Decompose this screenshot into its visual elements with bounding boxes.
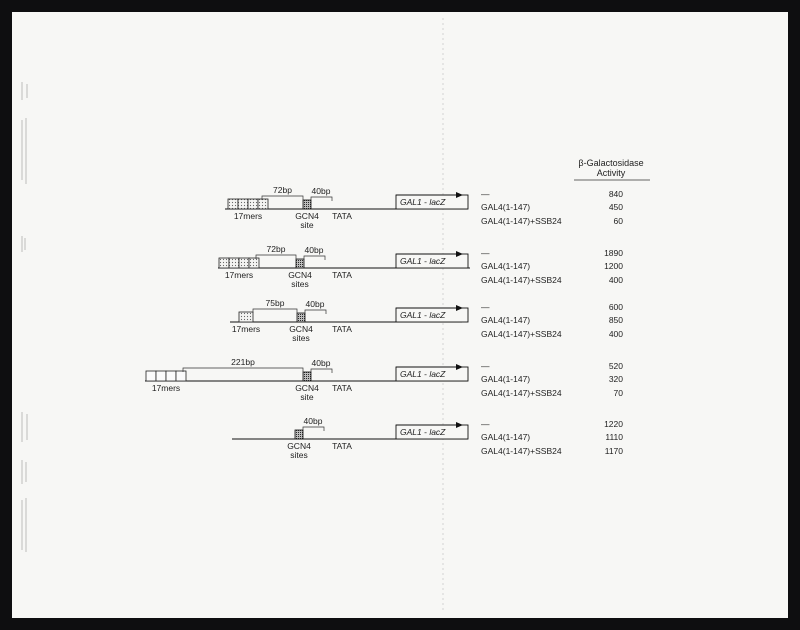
construct-4 — [145, 357, 623, 402]
gcn4-label: GCN4 — [288, 270, 312, 280]
tata-label: TATA — [332, 441, 352, 451]
condition-label: — — [481, 302, 490, 312]
condition-label: GAL4(1-147)+SSB24 — [481, 216, 562, 226]
spacing-bracket — [253, 309, 297, 313]
reporter-label: GAL1 - lacZ — [400, 310, 446, 320]
condition-label: GAL4(1-147) — [481, 261, 531, 271]
tata-label: TATA — [332, 324, 352, 334]
construct-list — [145, 185, 623, 460]
condition-label: — — [481, 248, 490, 258]
spacing-label: 72bp — [266, 244, 286, 254]
mer17-box — [156, 371, 166, 381]
activity-value: 400 — [608, 329, 623, 339]
activity-value: 320 — [608, 374, 623, 384]
condition-label: — — [481, 189, 490, 199]
condition-label: GAL4(1-147)+SSB24 — [481, 446, 562, 456]
upstream-label: 17mers — [233, 211, 263, 221]
spacing-label: 221bp — [231, 357, 255, 367]
reporter-label: GAL1 - lacZ — [400, 369, 446, 379]
activity-value: 1170 — [604, 446, 623, 456]
gcn4-box — [303, 200, 311, 209]
activity-value: 60 — [613, 216, 623, 226]
activity-value: 520 — [608, 361, 623, 371]
activity-value: 600 — [608, 302, 623, 312]
mer17-box — [219, 258, 229, 268]
tata-label: TATA — [332, 211, 352, 221]
margin-marks — [22, 82, 27, 552]
spacing-label: 75bp — [265, 298, 285, 308]
construct-5 — [232, 416, 623, 460]
gcn4-box — [296, 259, 304, 268]
header-subtitle: Activity — [596, 168, 626, 178]
gcn4-sublabel: sites — [291, 279, 309, 289]
mer17-box — [176, 371, 186, 381]
reporter-label: GAL1 - lacZ — [400, 427, 446, 437]
label-40bp: 40bp — [311, 186, 331, 196]
condition-label: GAL4(1-147) — [481, 315, 531, 325]
activity-value: 1890 — [604, 248, 623, 258]
gcn4-box — [297, 313, 305, 322]
gcn4-sublabel: sites — [290, 450, 308, 460]
mer17-box — [229, 258, 239, 268]
bracket-40bp — [303, 427, 324, 431]
gcn4-sublabel: site — [300, 392, 314, 402]
spacing-bracket — [183, 368, 303, 372]
activity-header — [574, 158, 650, 180]
gcn4-box — [295, 430, 303, 439]
mer17-box — [239, 258, 249, 268]
mer17-box — [258, 199, 268, 209]
construct-2 — [218, 244, 623, 289]
label-40bp: 40bp — [303, 416, 323, 426]
activity-value: 1200 — [604, 261, 623, 271]
construct-1 — [225, 185, 623, 230]
activity-value: 840 — [608, 189, 623, 199]
bracket-40bp — [304, 256, 325, 260]
mer17-box — [146, 371, 156, 381]
reporter-label: GAL1 - lacZ — [400, 256, 446, 266]
condition-label: — — [481, 361, 490, 371]
condition-label: GAL4(1-147) — [481, 432, 531, 442]
label-40bp: 40bp — [311, 358, 331, 368]
tata-label: TATA — [332, 270, 352, 280]
mer17-box — [166, 371, 176, 381]
construct-3 — [230, 298, 623, 343]
condition-label: GAL4(1-147)+SSB24 — [481, 275, 562, 285]
label-40bp: 40bp — [304, 245, 324, 255]
mer17-box — [238, 199, 248, 209]
upstream-label: 17mers — [151, 383, 181, 393]
condition-label: GAL4(1-147)+SSB24 — [481, 329, 562, 339]
condition-label: GAL4(1-147)+SSB24 — [481, 388, 562, 398]
condition-label: GAL4(1-147) — [481, 374, 531, 384]
label-40bp: 40bp — [305, 299, 325, 309]
bracket-40bp — [311, 369, 332, 373]
spacing-label: 72bp — [273, 185, 292, 195]
spacing-bracket — [256, 255, 296, 259]
mer17-box — [249, 258, 259, 268]
activity-value: 450 — [608, 202, 623, 212]
gcn4-label: GCN4 — [287, 441, 311, 451]
gcn4-label: GCN4 — [289, 324, 313, 334]
mer17-box — [248, 199, 258, 209]
gcn4-label: GCN4 — [295, 383, 319, 393]
tata-label: TATA — [332, 383, 352, 393]
condition-label: GAL4(1-147) — [481, 202, 531, 212]
upstream-label: 17mers — [231, 324, 261, 334]
upstream-label: 17mers — [224, 270, 254, 280]
activity-value: 70 — [613, 388, 623, 398]
mer17-box — [228, 199, 238, 209]
activity-value: 1110 — [605, 432, 623, 442]
activity-value: 400 — [608, 275, 623, 285]
gcn4-sublabel: site — [300, 220, 314, 230]
activity-value: 850 — [608, 315, 623, 325]
condition-label: — — [481, 419, 490, 429]
bracket-40bp — [305, 310, 326, 314]
activity-value: 1220 — [604, 419, 623, 429]
reporter-label: GAL1 - lacZ — [400, 197, 446, 207]
gcn4-label: GCN4 — [295, 211, 319, 221]
mer17-box — [239, 312, 253, 322]
gcn4-box — [303, 372, 311, 381]
header-title: β-Galactosidase — [578, 158, 644, 168]
bracket-40bp — [311, 197, 332, 201]
gcn4-sublabel: sites — [292, 333, 310, 343]
